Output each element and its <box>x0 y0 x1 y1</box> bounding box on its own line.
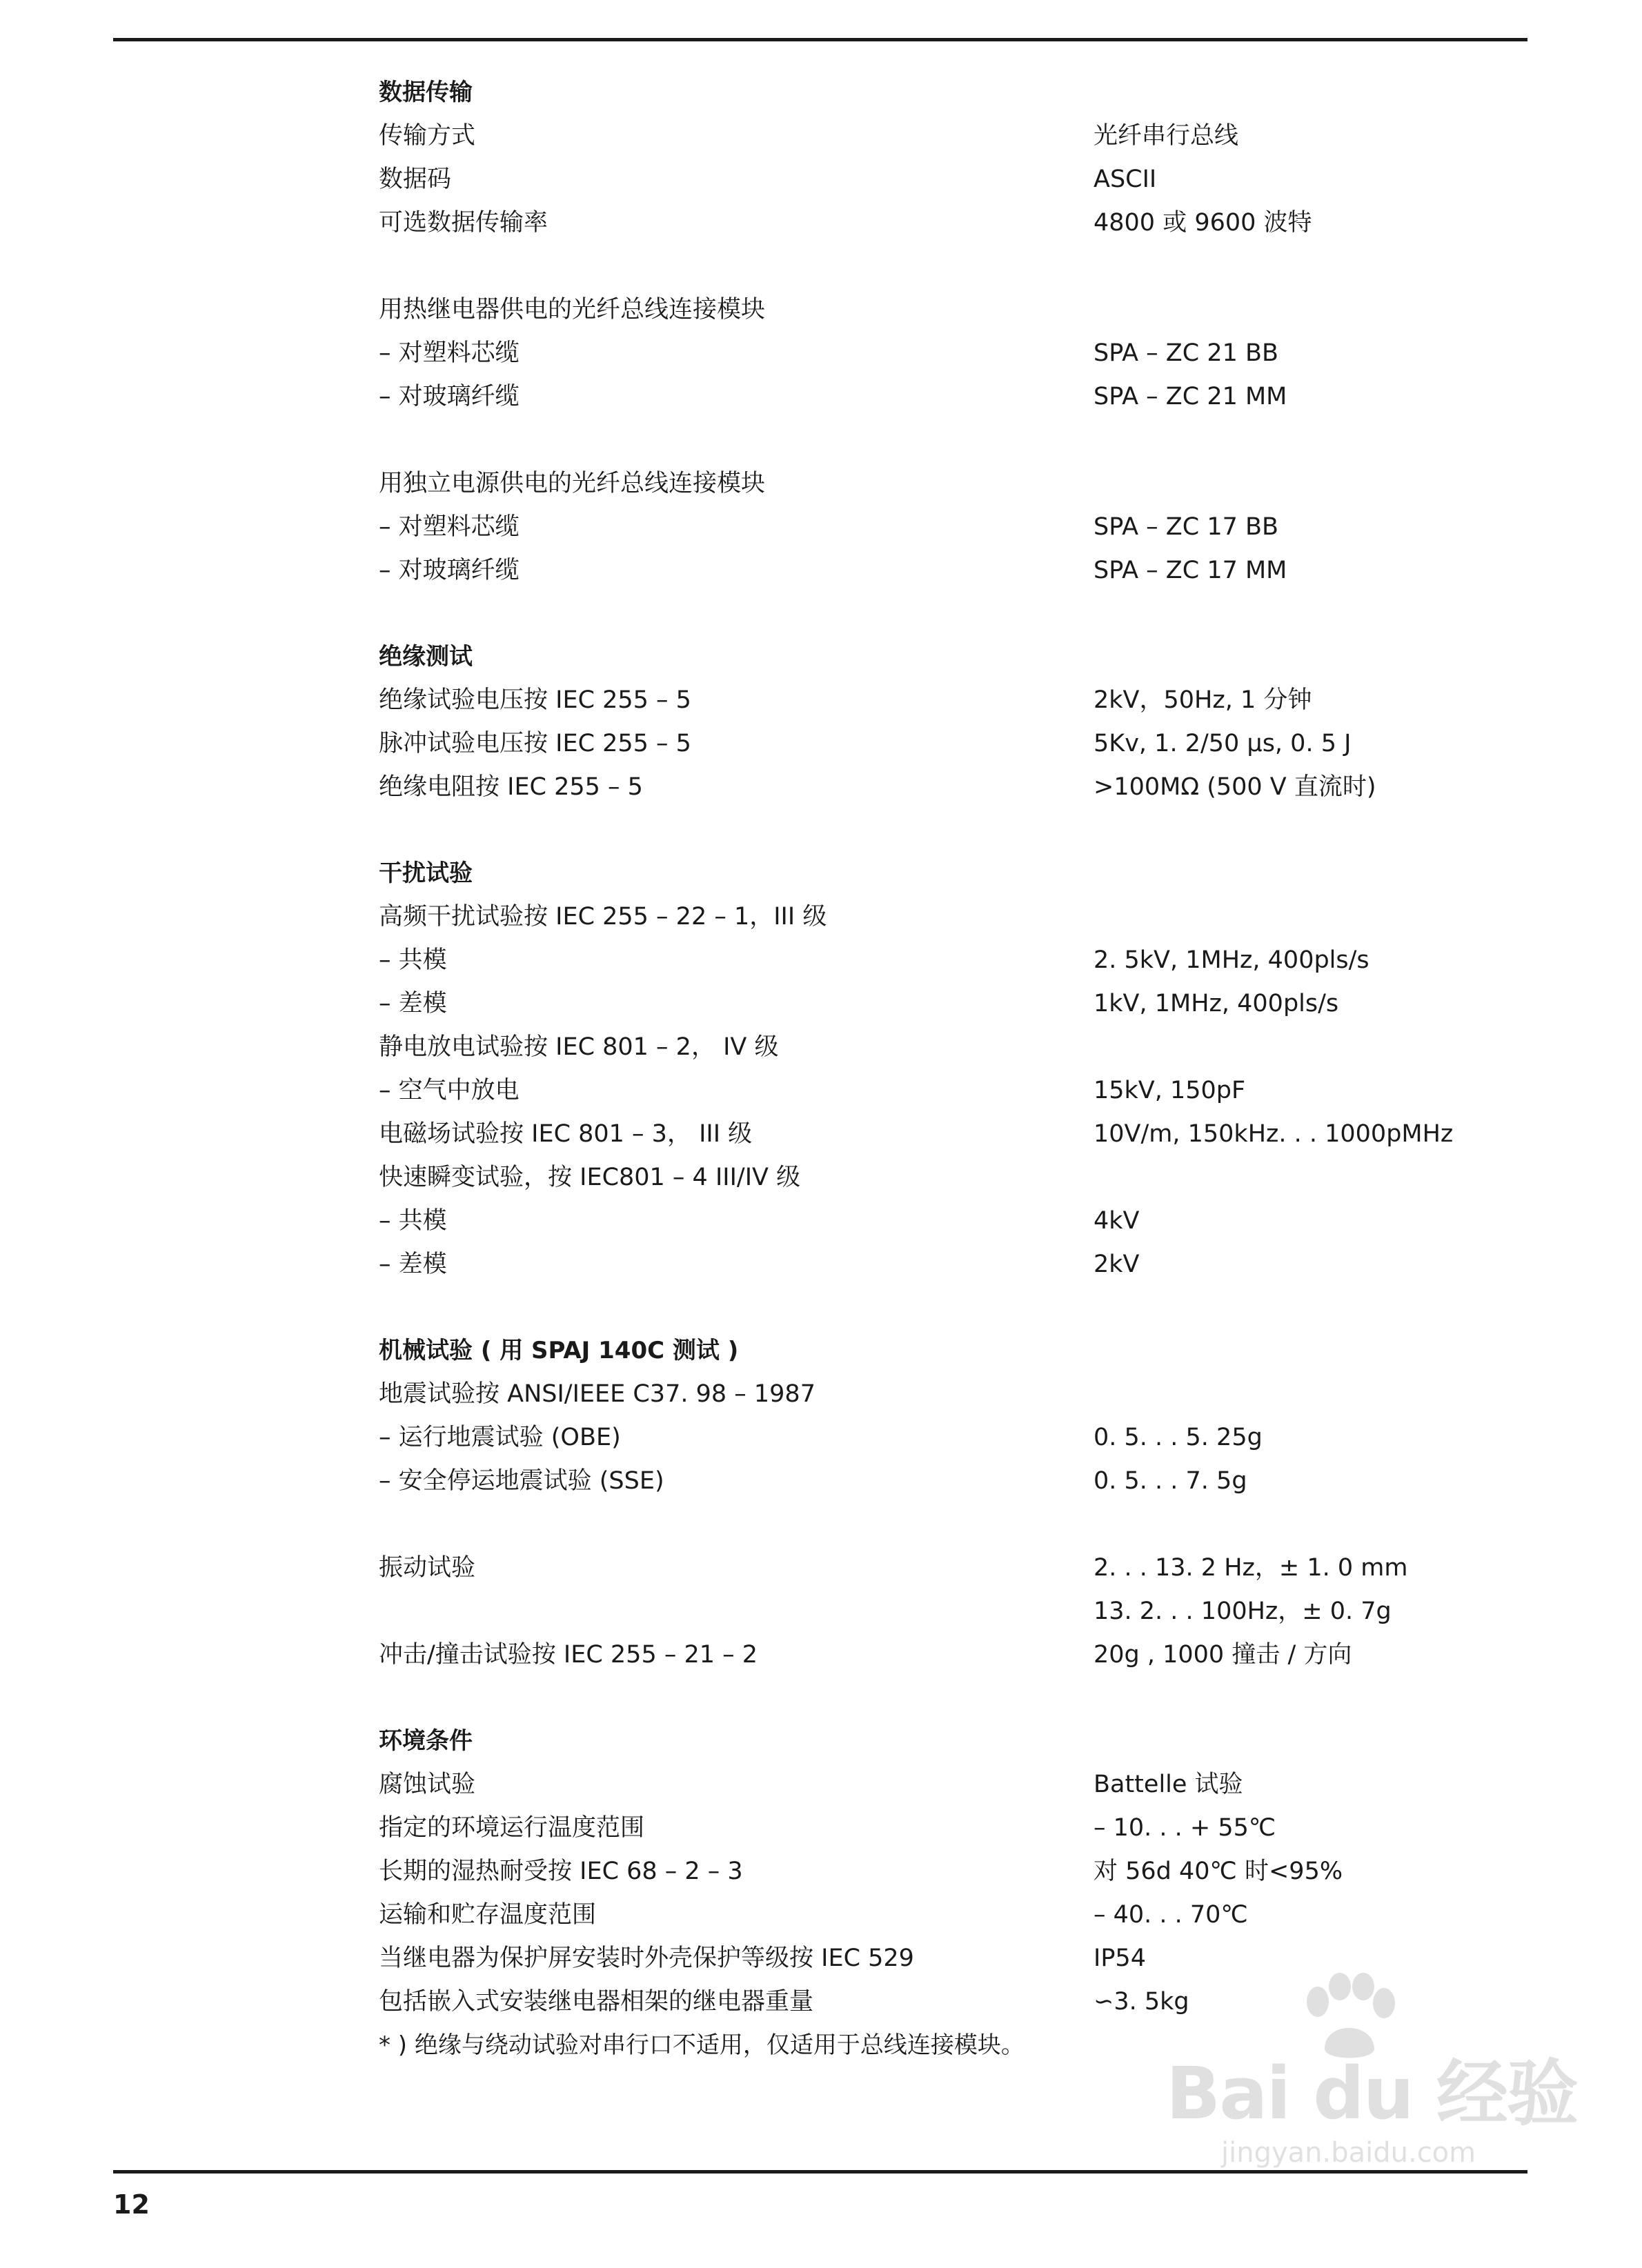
spec-value: 2kV <box>1094 1251 1140 1278</box>
spec-value: Battelle 试验 <box>1094 1771 1243 1798</box>
spec-row <box>379 1850 1510 1893</box>
spec-row-blank <box>379 245 1510 288</box>
section-heading-interference-test <box>379 852 1510 895</box>
watermark-url: jingyan.baidu.com <box>1221 2137 1476 2169</box>
spec-label: 指定的环境运行温度范围 <box>379 1814 645 1842</box>
spec-row <box>379 115 1510 158</box>
spec-value: – 40. . . 70℃ <box>1094 1901 1248 1929</box>
paw-logo-icon <box>1297 1973 1401 2062</box>
spec-label: 绝缘电阻按 IEC 255 – 5 <box>379 773 643 801</box>
spec-value: 0. 5. . . 7. 5g <box>1094 1467 1247 1495</box>
spec-value: SPA – ZC 21 BB <box>1094 339 1279 367</box>
spec-row <box>379 1546 1510 1590</box>
spec-row-blank <box>379 419 1510 462</box>
section-title: 机械试验 ( 用 SPAJ 140C 测试 ) <box>379 1337 739 1364</box>
spec-row <box>379 288 1510 332</box>
section-title: 干扰试验 <box>379 859 473 887</box>
spec-row-blank <box>379 1503 1510 1546</box>
spec-row <box>379 722 1510 766</box>
section-heading-environmental-conditions <box>379 1720 1510 1763</box>
watermark-brand: Bai du 经验 <box>1166 2051 1577 2136</box>
spec-value: 5Kv, 1. 2/50 μs, 0. 5 J <box>1094 730 1352 757</box>
spec-value: 13. 2. . . 100Hz，± 0. 7g <box>1094 1598 1392 1625</box>
section-gap <box>379 809 1510 852</box>
section-title: 绝缘测试 <box>379 643 473 670</box>
spec-row <box>379 1373 1510 1416</box>
spec-row <box>379 679 1510 722</box>
spec-label: 绝缘试验电压按 IEC 255 – 5 <box>379 686 691 714</box>
spec-value: 20g , 1000 撞击 / 方向 <box>1094 1641 1352 1669</box>
section-heading-mechanical-test <box>379 1329 1510 1373</box>
section-heading-insulation-test <box>379 635 1510 679</box>
spec-label: 可选数据传输率 <box>379 209 548 237</box>
spec-row <box>379 1026 1510 1069</box>
spec-row <box>379 939 1510 982</box>
spec-value: 2kV，50Hz, 1 分钟 <box>1094 686 1312 714</box>
spec-label: 数据码 <box>379 166 452 193</box>
spec-value: SPA – ZC 17 BB <box>1094 513 1279 541</box>
spec-value: ASCII <box>1094 166 1157 193</box>
spec-row <box>379 1807 1510 1850</box>
spec-label: – 对塑料芯缆 <box>379 513 520 541</box>
spec-label: – 共模 <box>379 946 447 974</box>
spec-label: – 共模 <box>379 1207 447 1235</box>
spec-row <box>379 1200 1510 1243</box>
spec-row <box>379 1243 1510 1286</box>
spec-label: 包括嵌入式安装继电器相架的继电器重量 <box>379 1988 814 2016</box>
spec-value: 15kV, 150pF <box>1094 1077 1246 1104</box>
spec-value: >100MΩ (500 V 直流时) <box>1094 773 1376 801</box>
section-gap <box>379 593 1510 635</box>
spec-row <box>379 1763 1510 1807</box>
spec-row <box>379 1069 1510 1113</box>
spec-label: 用独立电源供电的光纤总线连接模块 <box>379 470 766 497</box>
footnote: * ) 绝缘与绕动试验对串行口不适用，仅适用于总线连接模块。 <box>379 2031 1025 2059</box>
spec-label: 地震试验按 ANSI/IEEE C37. 98 – 1987 <box>379 1380 815 1408</box>
section-gap <box>379 1677 1510 1720</box>
spec-row <box>379 1113 1510 1156</box>
spec-value: 10V/m, 150kHz. . . 1000pMHz <box>1094 1120 1454 1148</box>
spec-label: – 空气中放电 <box>379 1077 520 1104</box>
spec-row <box>379 549 1510 593</box>
spec-label: 当继电器为保护屏安装时外壳保护等级按 IEC 529 <box>379 1944 914 1972</box>
spec-value: SPA – ZC 21 MM <box>1094 383 1287 410</box>
spec-sheet <box>379 71 1510 2067</box>
spec-value: 对 56d 40℃ 时<95% <box>1094 1858 1343 1885</box>
spec-label: 冲击/撞击试验按 IEC 255 – 21 – 2 <box>379 1641 758 1669</box>
spec-label: 长期的湿热耐受按 IEC 68 – 2 – 3 <box>379 1858 743 1885</box>
bottom-rule <box>113 2170 1527 2174</box>
spec-row <box>379 506 1510 549</box>
spec-value: IP54 <box>1094 1944 1146 1972</box>
spec-row <box>379 766 1510 809</box>
spec-value: – 10. . . + 55℃ <box>1094 1814 1276 1842</box>
section-title: 环境条件 <box>379 1727 473 1755</box>
section-gap <box>379 1286 1510 1329</box>
spec-label: – 安全停运地震试验 (SSE) <box>379 1467 664 1495</box>
spec-label: – 对玻璃纤缆 <box>379 557 520 584</box>
spec-value: ∽3. 5kg <box>1094 1988 1189 2016</box>
spec-row <box>379 375 1510 419</box>
spec-row <box>379 1416 1510 1460</box>
spec-label: – 运行地震试验 (OBE) <box>379 1424 621 1451</box>
spec-value: 4800 或 9600 波特 <box>1094 209 1312 237</box>
spec-row <box>379 332 1510 375</box>
spec-value: 2. . . 13. 2 Hz，± 1. 0 mm <box>1094 1554 1408 1582</box>
baidu-jingyan-watermark <box>1166 1973 1577 2180</box>
section-heading-data-transmission <box>379 71 1510 115</box>
spec-label: 传输方式 <box>379 122 476 150</box>
spec-row <box>379 1156 1510 1200</box>
spec-label: – 差模 <box>379 1251 447 1278</box>
spec-value: 2. 5kV, 1MHz, 400pls/s <box>1094 946 1369 974</box>
spec-label: – 对玻璃纤缆 <box>379 383 520 410</box>
spec-value: 0. 5. . . 5. 25g <box>1094 1424 1263 1451</box>
spec-row <box>379 1460 1510 1503</box>
spec-label: 电磁场试验按 IEC 801 – 3， III 级 <box>379 1120 753 1148</box>
spec-label: 快速瞬变试验，按 IEC801 – 4 III/IV 级 <box>379 1164 801 1191</box>
spec-label: 静电放电试验按 IEC 801 – 2， IV 级 <box>379 1033 779 1061</box>
spec-label: 振动试验 <box>379 1554 476 1582</box>
section-title: 数据传输 <box>379 79 473 106</box>
top-rule <box>113 38 1527 41</box>
spec-label: 运输和贮存温度范围 <box>379 1901 597 1929</box>
spec-label: – 差模 <box>379 990 447 1017</box>
spec-value: SPA – ZC 17 MM <box>1094 557 1287 584</box>
page-number: 12 <box>113 2189 150 2220</box>
spec-row <box>379 895 1510 939</box>
spec-row <box>379 1633 1510 1677</box>
spec-row <box>379 201 1510 245</box>
spec-value: 1kV, 1MHz, 400pls/s <box>1094 990 1339 1017</box>
spec-row <box>379 1590 1510 1633</box>
spec-label: 腐蚀试验 <box>379 1771 476 1798</box>
spec-row <box>379 1893 1510 1937</box>
spec-row <box>379 158 1510 201</box>
spec-value: 4kV <box>1094 1207 1140 1235</box>
spec-label: – 对塑料芯缆 <box>379 339 520 367</box>
spec-label: 脉冲试验电压按 IEC 255 – 5 <box>379 730 691 757</box>
spec-label: 用热继电器供电的光纤总线连接模块 <box>379 296 766 324</box>
spec-row <box>379 982 1510 1026</box>
spec-label: 高频干扰试验按 IEC 255 – 22 – 1，III 级 <box>379 903 827 931</box>
spec-row <box>379 462 1510 506</box>
spec-value: 光纤串行总线 <box>1094 122 1239 150</box>
